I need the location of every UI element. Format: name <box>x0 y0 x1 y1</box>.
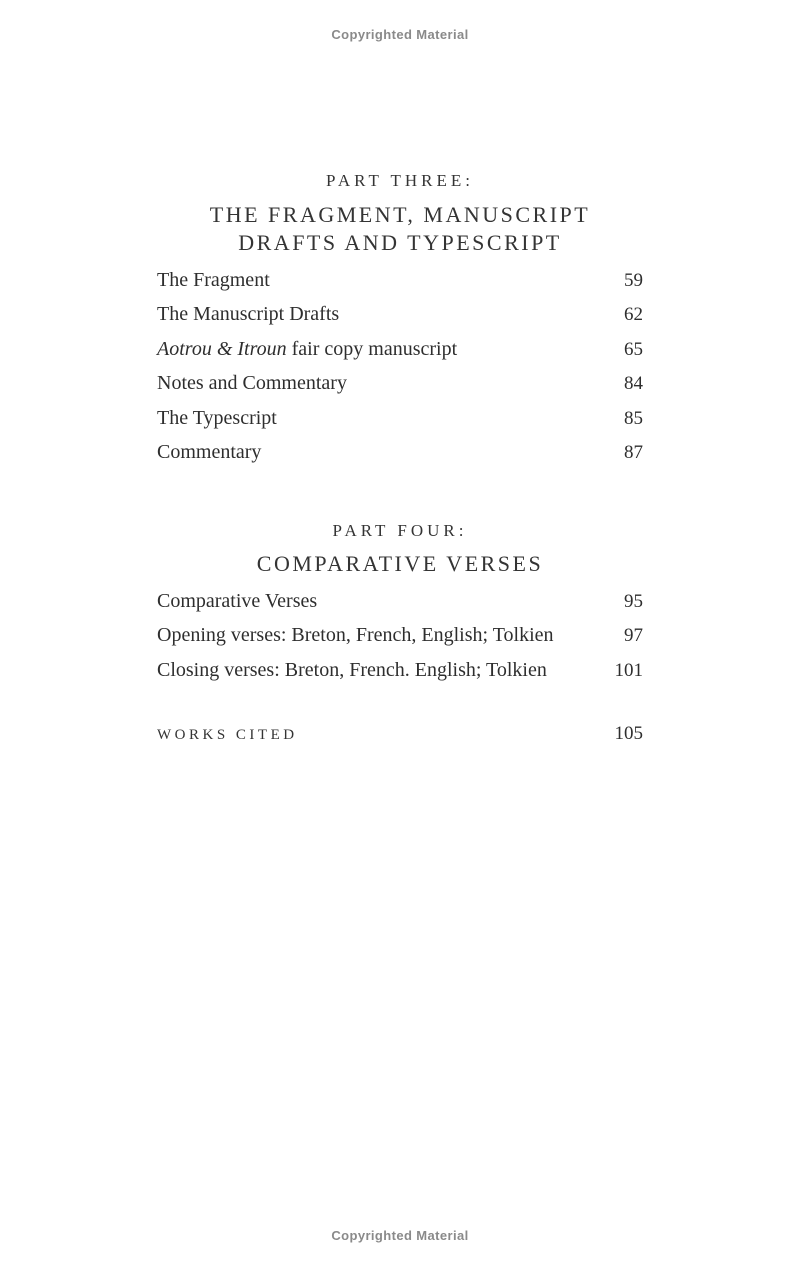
toc-entry <box>157 624 643 658</box>
toc-entry-label <box>157 338 457 361</box>
toc-entry <box>157 269 643 303</box>
toc-entry <box>157 590 643 624</box>
toc-entry-page-number: 97 <box>624 625 643 647</box>
toc-section-part-four <box>157 590 643 693</box>
toc-entry-page-number: 84 <box>624 373 643 395</box>
toc-entry-text: fair copy manuscript <box>286 337 458 360</box>
toc-entry-page-number: 59 <box>624 270 643 291</box>
toc-entry-text: Commentary <box>157 440 262 463</box>
toc-entry-text: The Manuscript Drafts <box>157 303 340 326</box>
part-three-title-line-2: DRAFTS AND TYPESCRIPT <box>238 230 562 255</box>
part-four-title-line-1: COMPARATIVE VERSES <box>256 551 544 576</box>
toc-entry-label <box>157 590 317 613</box>
part-three-title <box>0 201 800 257</box>
toc-entry <box>157 372 643 406</box>
part-four-label: PART FOUR: <box>332 521 468 540</box>
copyright-notice-bottom: Copyrighted Material <box>331 1228 469 1243</box>
toc-entry-text: Comparative Verses <box>157 590 318 612</box>
toc-entry-label <box>157 441 261 464</box>
toc-entry-text: Closing verses: Breton, French. English; Tolkien <box>157 658 547 681</box>
toc-entry-italic: Aotrou & Itroun <box>157 337 287 360</box>
toc-entry <box>157 659 643 693</box>
toc-entry-label <box>157 372 347 395</box>
toc-entry-page-number: 85 <box>624 407 643 429</box>
toc-entry-text: Notes and Commentary <box>157 372 347 395</box>
copyright-notice-top: Copyrighted Material <box>331 27 469 42</box>
toc-entry-text: The Fragment <box>157 269 270 291</box>
toc-entry <box>157 338 643 372</box>
toc-entry <box>157 441 643 475</box>
toc-entry <box>157 303 643 337</box>
part-three-title-line-1: THE FRAGMENT, MANUSCRIPT <box>209 202 591 227</box>
toc-entry-page-number: 65 <box>624 338 643 360</box>
toc-entry-page-number: 87 <box>624 441 643 463</box>
works-cited-label: WORKS CITED <box>157 727 298 743</box>
part-four-title <box>0 550 800 578</box>
toc-entry-text: The Typescript <box>157 406 277 429</box>
toc-entry-label <box>157 659 547 682</box>
toc-entry-label <box>157 407 277 430</box>
part-three-label: PART THREE: <box>325 171 474 190</box>
toc-section-part-three <box>157 269 643 475</box>
toc-entry-label <box>157 624 554 647</box>
works-cited-row <box>157 723 643 745</box>
toc-entry <box>157 407 643 441</box>
toc-entry-page-number: 95 <box>624 591 643 612</box>
toc-entry-label <box>157 303 339 326</box>
toc-entry-text: Opening verses: Breton, French, English; Tolkien <box>157 624 554 647</box>
toc-entry-label <box>157 269 270 292</box>
toc-entry-page-number: 62 <box>624 304 643 326</box>
works-cited-page-number: 105 <box>614 723 643 744</box>
toc-entry-page-number: 101 <box>614 659 643 681</box>
